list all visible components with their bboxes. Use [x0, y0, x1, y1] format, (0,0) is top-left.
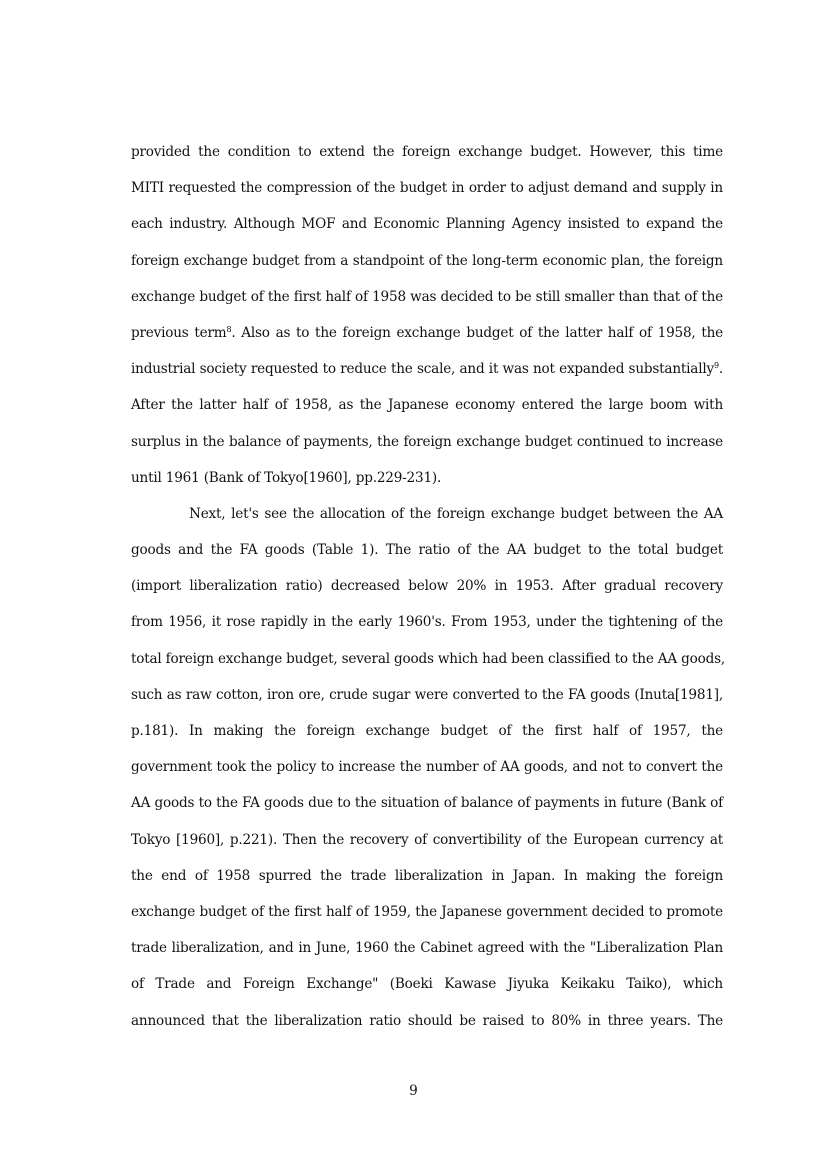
text-line: until 1961 (Bank of Tokyo[1960], pp.229-231). — [131, 469, 442, 486]
footnote-marker: 8 — [226, 324, 232, 334]
text-line: surplus in the balance of payments, the foreign exchange budget continued to increase — [131, 433, 723, 450]
text-line: (import liberalization ratio) decreased below 20% in 1953. After gradual recovery — [131, 578, 723, 595]
paragraph-1 — [131, 140, 723, 502]
text-line: each industry. Although MOF and Economic Planning Agency insisted to expand the — [131, 216, 723, 233]
text-line: p.181). In making the foreign exchange budget of the first half of 1957, the — [131, 723, 723, 739]
text-line: MITI requested the compression of the budget in order to adjust demand and supply in — [131, 180, 723, 197]
text-line: Tokyo [1960], p.221). Then the recovery of convertibility of the European currency at — [131, 831, 723, 848]
text-segment: . Also as to the foreign exchange budget of the latter half of 1958, the — [231, 324, 723, 341]
text-line: After the latter half of 1958, as the Japanese economy entered the large boom with — [131, 397, 723, 414]
text-segment: previous term — [131, 324, 227, 341]
text-line: trade liberalization, and in June, 1960 the Cabinet agreed with the "Liberalization Plan — [131, 940, 723, 957]
text-line: such as raw cotton, iron ore, crude sugar were converted to the FA goods (Inuta[1981], — [131, 686, 723, 703]
text-line — [131, 357, 723, 393]
paragraph-2 — [131, 502, 726, 1045]
text-line: from 1956, it rose rapidly in the early 1960's. From 1953, under the tightening of the — [131, 614, 723, 631]
text-line: AA goods to the FA goods due to the situation of balance of payments in future (Bank of — [131, 795, 723, 812]
text-line: goods and the FA goods (Table 1). The ratio of the AA budget to the total budget — [131, 542, 723, 559]
text-line: of Trade and Foreign Exchange" (Boeki Kawase Jiyuka Keikaku Taiko), which — [131, 976, 723, 993]
text-line: exchange budget of the first half of 1958 was decided to be still smaller than that of the — [131, 288, 723, 305]
text-line: the end of 1958 spurred the trade liberalization in Japan. In making the foreign — [131, 867, 723, 884]
text-line: Next, let's see the allocation of the foreign exchange budget between the AA — [189, 505, 723, 522]
text-line: total foreign exchange budget, several goods which had been classified to the AA goods, — [131, 650, 726, 667]
text-line: exchange budget of the first half of 1959, the Japanese government decided to promote — [131, 903, 723, 920]
text-line: announced that the liberalization ratio should be raised to 80% in three years. The — [131, 1012, 723, 1029]
body-text — [131, 140, 726, 1045]
text-line: provided the condition to extend the foreign exchange budget. However, this time — [131, 144, 723, 160]
text-line: foreign exchange budget from a standpoint of the long-term economic plan, the foreign — [131, 252, 723, 269]
text-line — [131, 321, 723, 357]
text-segment: . — [718, 361, 723, 378]
text-line: government took the policy to increase the number of AA goods, and not to convert the — [131, 759, 723, 776]
page-number: 9 — [409, 1083, 418, 1099]
footnote-marker: 9 — [713, 361, 719, 371]
text-segment: industrial society requested to reduce the scale, and it was not expanded substantially — [131, 361, 714, 378]
